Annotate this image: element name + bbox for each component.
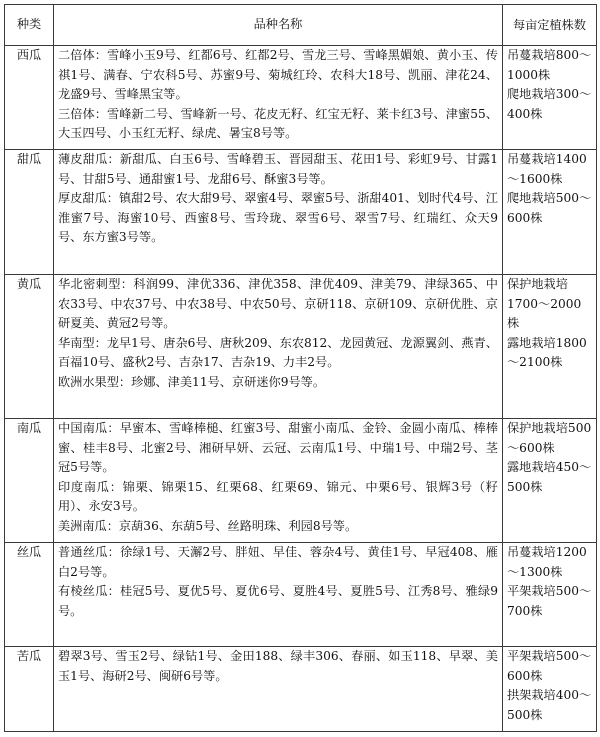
planting-density	[503, 647, 597, 732]
table-row	[5, 543, 597, 647]
crop-name: 黄瓜	[5, 275, 54, 419]
variety-group: 厚皮甜瓜：镇甜2号、农大甜9号、翠蜜4号、翠蜜5号、浙甜401、划时代4号、江淮蜜7号、海蜜10号、西蜜8号、雪玲珑、翠雪6号、翠雪7号、红瑞红、众天9号、东方蜜3号等。	[58, 191, 498, 245]
planting-density	[503, 46, 597, 150]
table-row	[5, 419, 597, 543]
variety-group: 薄皮甜瓜：新甜瓜、白玉6号、雪峰碧玉、晋园甜玉、花田1号、彩虹9号、甘露1号、甘甜5号、通甜蜜1号、龙甜6号、酥蜜3号等。	[58, 152, 498, 186]
table-row	[5, 46, 597, 150]
variety-list	[54, 275, 503, 419]
variety-group: 有棱丝瓜：桂冠5号、夏优5号、夏优6号、夏胜4号、夏胜5号、江秀8号、雅绿9号。	[58, 584, 498, 618]
crop-name: 丝瓜	[5, 543, 54, 647]
header-crop: 种类	[5, 5, 54, 46]
density-item: 爬地栽培500～600株	[507, 191, 592, 225]
variety-group: 印度南瓜：锦栗、锦栗15、红栗68、红栗69、锦元、中栗6号、银辉3号（籽用）、永安3号。	[58, 479, 498, 514]
variety-list	[54, 46, 503, 150]
variety-group: 欧洲水果型：珍娜、津美11号、京研迷你9号等。	[58, 374, 326, 389]
header-row	[5, 5, 597, 46]
variety-group: 美洲南瓜：京葫36、东葫5号、丝路明珠、利园8号等。	[58, 518, 358, 533]
density-item: 吊蔓栽培1400～1600株	[507, 152, 587, 186]
density-item: 爬地栽培300～400株	[507, 87, 592, 121]
planting-density	[503, 543, 597, 647]
crop-name: 西瓜	[5, 46, 54, 150]
density-item: 吊蔓栽培800～1000株	[507, 48, 592, 82]
header-varieties: 品种名称	[54, 5, 503, 46]
density-item: 平架栽培500～700株	[507, 584, 592, 618]
density-item: 露地栽培1800～2100株	[507, 335, 587, 370]
density-item: 保护地栽培500～600株	[507, 421, 592, 455]
variety-list	[54, 543, 503, 647]
crop-name: 甜瓜	[5, 150, 54, 275]
variety-group: 普通丝瓜：徐绿1号、天澥2号、胖妞、早佳、蓉杂4号、黄佳1号、早冠408、雁白2号等。	[58, 545, 498, 579]
density-item: 拱架栽培400～500株	[507, 688, 592, 722]
header-density: 每亩定植株数	[503, 5, 597, 46]
planting-density	[503, 275, 597, 419]
variety-list	[54, 150, 503, 275]
crop-name: 南瓜	[5, 419, 54, 543]
density-item: 保护地栽培1700～2000株	[507, 277, 582, 331]
table-row	[5, 647, 597, 732]
variety-group: 华北密刺型：科润99、津优336、津优358、津优409、津美79、津绿365、中农33号、中农37号、中农38号、中农50号、京研118、京研109、京研优胜、京研夏美、黄冠2号等。	[58, 277, 498, 331]
variety-group: 碧翠3号、雪玉2号、绿钻1号、金田188、绿丰306、春丽、如玉118、早翠、美玉1号、海研2号、闽研6号等。	[58, 649, 498, 683]
table-row	[5, 150, 597, 275]
crop-name: 苦瓜	[5, 647, 54, 732]
density-item: 平架栽培500～600株	[507, 649, 592, 683]
planting-density	[503, 419, 597, 543]
planting-density	[503, 150, 597, 275]
variety-group: 华南型：龙早1号、唐杂6号、唐秋209、东农812、龙园黄冠、龙源翼剑、燕青、百福10号、盛秋2号、吉杂17、吉杂19、力丰2号。	[58, 335, 498, 370]
variety-list	[54, 647, 503, 732]
variety-list	[54, 419, 503, 543]
density-item: 露地栽培450～500株	[507, 460, 592, 494]
density-item: 吊蔓栽培1200～1300株	[507, 545, 587, 579]
table-row	[5, 275, 597, 419]
variety-table	[4, 4, 597, 732]
variety-group: 中国南瓜：早蜜本、雪峰棒槌、红蜜3号、甜蜜小南瓜、金铃、金圆小南瓜、棒棒蜜、桂丰8号、北蜜2号、湘研早妍、云冠、云南瓜1号、中瑞1号、中瑞2号、茎冠5号等。	[58, 421, 498, 475]
variety-group: 三倍体：雪峰新二号、雪峰新一号、花皮无籽、红宝无籽、莱卡红3号、津蜜55、大玉四号、小玉红无籽、绿虎、暑宝8号等。	[58, 106, 498, 141]
variety-group: 二倍体：雪峰小玉9号、红都6号、红都2号、雪龙三号、雪峰黑媚娘、黄小玉、传祺1号、满春、宁农科5号、苏蜜9号、菊城红玲、农科大18号、凯丽、津花24、龙盛9号、雪峰黑宝等。	[58, 48, 498, 102]
